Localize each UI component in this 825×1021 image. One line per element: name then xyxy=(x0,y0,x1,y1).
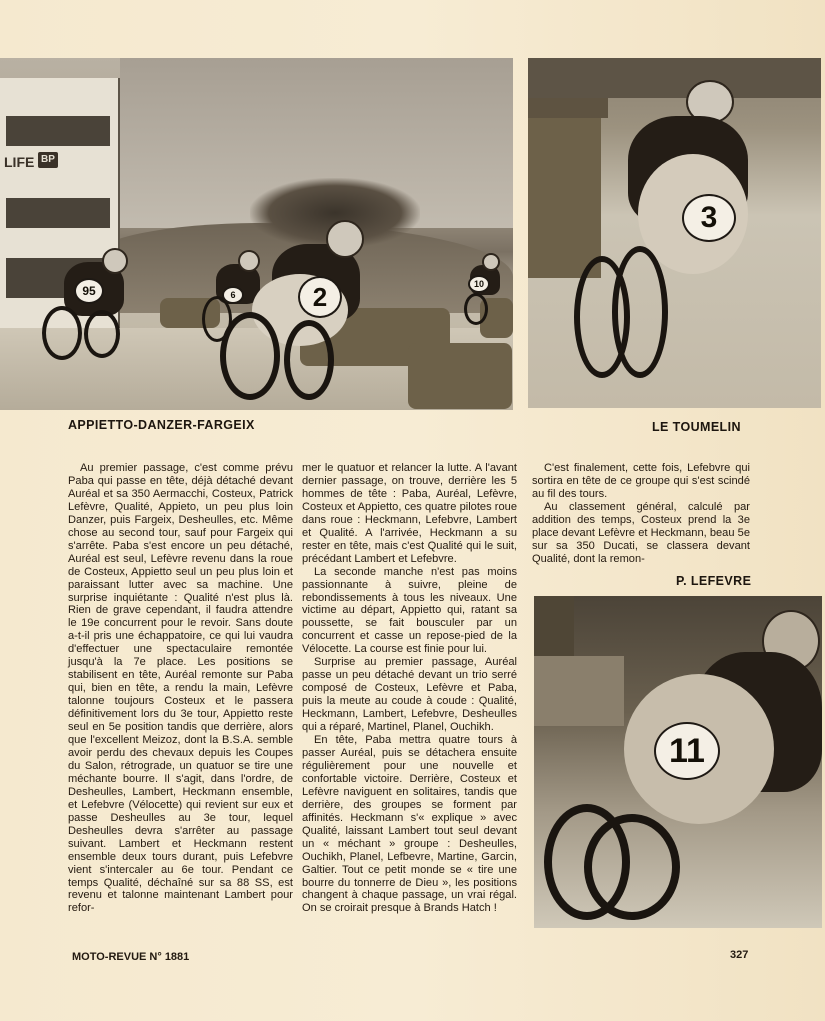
tower-sign: LIFE xyxy=(4,154,35,170)
article-column-2 xyxy=(302,462,517,915)
article-column-1 xyxy=(68,462,293,915)
race-number-plate: 10 xyxy=(468,275,490,293)
article-paragraph: C'est finalement, cette fois, Lefebvre qui sortira en tête de ce groupe qui s'est scindé au fil des tours. xyxy=(532,462,750,500)
caption-p-lefevre: P. LEFEVRE xyxy=(676,574,752,588)
rider-2 xyxy=(218,220,368,395)
race-number-plate: 11 xyxy=(654,722,720,780)
race-number-plate: 6 xyxy=(222,286,244,304)
magazine-issue-footer: MOTO-REVUE N° 1881 xyxy=(72,951,190,963)
tower-window xyxy=(6,116,110,146)
page-number: 327 xyxy=(730,949,749,961)
rider-95 xyxy=(40,248,135,358)
article-paragraph: En tête, Paba mettra quatre tours à passer Auréal, puis se détachera ensuite régulièrement pour une nouvelle et confortable victoire. Derrière, Costeux et Lefèvre naviguent en solitaires, tandis que derrière, des groupes se forment par affinités. Heckmann s'« explique » avec Qualité, laissant Lambert tout seul devant un « méchant » groupe : Desheulles, Ouchikh, Planel, Lefbevre, Martine, Garcin, Galtier. Tout ce petit monde se « tire une bourre du tonnerre de Dieu », les positions changent à chaque passage, un vrai régal. On se croirait presque à Brands Hatch ! xyxy=(302,734,517,915)
race-number-plate: 3 xyxy=(682,194,736,242)
bp-logo: BP xyxy=(38,152,58,168)
article-paragraph: Au premier passage, c'est comme prévu Paba qui passe en tête, déjà détaché devant Auréal et sa 350 Aermacchi, Costeux, Patrick Lefèvre, Qualité, Appieto, un peu plus loin Danzer, puis Fargeix, Desheulles, etc. Même chose au second tour, sauf pour Fargeix qui s'arrête. Paba s'est encore un peu détaché, Auréal est seul, Lefèvre revenu dans la roue de Costeux, Appietto seul un peu plus loin et paraissant lutter avec sa machine. Une surprise inquiétante : Qualité n'est plus là. Rien de grave cependant, il faudra attendre le 19e concurrent pour le revoir. Sans doute a-t-il pris une échappatoire, ce qui lui vaudra d'effectuer une spectaculaire remontée jusqu'à la 7e place. Les positions se stabilisent en tête, Auréal remonte sur Paba qui, bien en tête, a rendu la main, Lefèvre talonne toujours Costeux et le passera définitivement lors du 3e tour, Appietto reste seul en 5e position tandis que derrière, alors que l'excellent Meizoz, dont la B.S.A. semble avoir perdu des chevaux depuis les Coupes du Salon, rétrograde, un quatuor se tire une méchante bourre. Il s'agit, dans l'ordre, de Desheulles, Lambert, Heckmann ensemble, et Lefebvre (Vélocette) qui revient sur eux et passe Desheulles au 3e tour, lequel Desheulles devra s'arrêter au passage suivant. Lambert et Heckmann restent ensemble deux tours durant, puis Lefebvre vient s'intercaler au 6e tour. Pendant ce temps Qualité, déchaîné sur sa 88 SS, est revenu et talonne maintenant Lambert pour refor- xyxy=(68,462,293,915)
article-paragraph: La seconde manche n'est pas moins passionnante à suivre, pleine de rebondissements à tous les niveaux. Une victime au départ, Appietto qui, ratant sa poussette, se fait bousculer par un concurrent et casse un repose-pied de la Vélocette. La course est finie pour lui. xyxy=(302,565,517,656)
race-photo-p-lefevre xyxy=(534,596,822,928)
rider-3 xyxy=(558,76,758,396)
hay-bale xyxy=(408,343,512,409)
article-paragraph: mer le quatuor et relancer la lutte. A l'avant dernier passage, on trouve, derrière les 5 hommes de tête : Paba, Auréal, Lefèvre, Costeux et Appietto, ces quatre pilotes roue dans roue : Heckmann, Lefebvre, Lambert et Qualité. A l'arrivée, Heckmann a su rester en tête, mais c'est Qualité qui le suit, précédant Lambert et Lefebvre. xyxy=(302,462,517,565)
tower-window xyxy=(6,198,110,228)
article-paragraph: Au classement général, calculé par addition des temps, Costeux prend la 3e place devant Lefèvre et Heckmann, beau 5e sur sa 350 Ducati, se classera devant Qualité, dont la remon- xyxy=(532,500,750,565)
rider-10 xyxy=(460,253,505,323)
race-photo-appietto-danzer-fargeix xyxy=(0,58,513,410)
rider-11 xyxy=(544,604,822,914)
article-paragraph: Surprise au premier passage, Auréal passe un peu détaché devant un trio serré composé de Costeux, Lefèvre et Paba, puis la meute au coude à coude : Qualité, Heckmann, Lambert, Lefebvre, Desheulles qui a réparé, Martinel, Planel, Ouchikh. xyxy=(302,656,517,734)
caption-appietto-danzer-fargeix: APPIETTO-DANZER-FARGEIX xyxy=(68,418,255,432)
race-photo-le-toumelin xyxy=(528,58,821,408)
caption-le-toumelin: LE TOUMELIN xyxy=(652,420,741,434)
race-number-plate: 95 xyxy=(74,278,104,304)
race-number-plate: 2 xyxy=(298,276,342,318)
article-column-3 xyxy=(532,462,750,566)
